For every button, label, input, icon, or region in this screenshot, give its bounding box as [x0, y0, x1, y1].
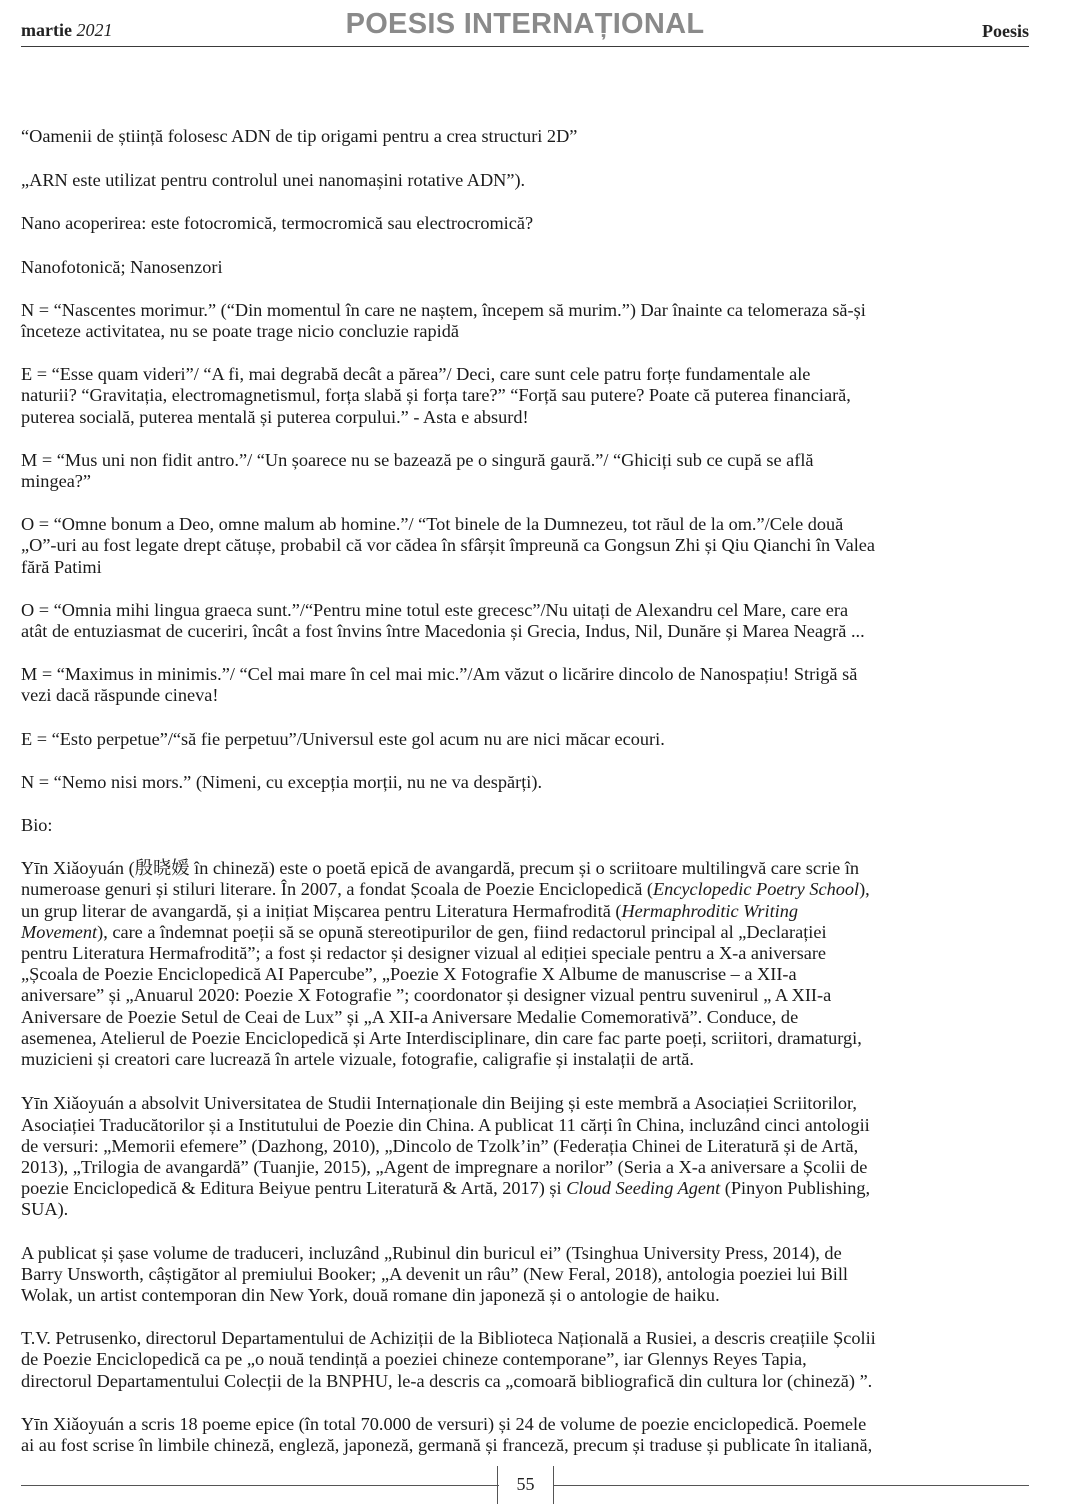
paragraph: „ARN este utilizat pentru controlul unei nanomașini rotative ADN”). [21, 170, 526, 191]
paragraph: “Oamenii de știință folosesc ADN de tip origami pentru a crea structuri 2D” [21, 126, 578, 146]
paragraph: M = “Mus uni non fidit antro.”/ “Un șoarece nu se bazează pe o singură gaură.”/ “Ghiciți sub ce cupă se află mingea?” [21, 449, 814, 492]
section-label: Poesis [982, 21, 1029, 41]
paragraph: A publicat și șase volume de traduceri, incluzând „Rubinul din buricul ei” (Tsinghua University Press, 2014), de Barry Unsworth, câștigător al premiului Booker; „A devenit un râu” (New Feral, 2018), antologia poeziei lui Bill Wolak, un artist contemporan din New York, două romane din japoneză și o antologie de haiku. [21, 1242, 849, 1305]
paragraph: Yīn Xiǎoyuán a absolvit Universitatea de Studii Internaționale din Beijing și este membră a Asociației Scriitorilor, Asociației Traducătorilor și a Institutului de Poezie din China. A publicat 11 cărți în China, incluzând cinci antologii de versuri: „Memorii efemere” (Dazhong, 2010), „Dincolo de Tzolk’in” (Federația Chinei de Literatură și de Artă, 2013), „Trilogia de avangardă” (Tuanjie, 2015), „Agent de impregnare a norilor” (Seria a X-a aniversare a Școlii de poezie Enciclopedică & Editura Beiyue pentru Literatură & Artă, 2017) și Cloud Seeding Agent (Pinyon Publishing, SUA). [21, 1093, 871, 1220]
paragraph: Yīn Xiǎoyuán (殷晓媛 în chineză) este o poetă epică de avangardă, precum și o scriitoare multilingvă care scrie în numeroase genuri și stiluri literare. În 2007, a fondat Școala de Poezie Enciclopedică (Encyclopedic Poetry School), un grup literar de avangardă, și a inițiat Mișcarea pentru Literatura Hermafrodită (Hermaphroditic Writing Movement), care a îndemnat poeții să se opună stereotipurilor de gen, fiind redactorul principal al „Declarației pentru Literatura Hermafrodită”; a fost și redactor și designer vizual al ediției speciale pentru a X-a aniversare „Școala de Poezie Enciclopedică AI Papercube”, „Poezie X Fotografie X Albume de manuscrise – a XII-a aniversare” și „Anuarul 2020: Poezie X Fotografie ”; coordonator și designer vizual pentru suvenirul „ A XII-a Aniversare de Poezie Setul de Ceai de Lux” și „A XII-a Aniversare Medalie Comemorativă”. Conduce, de asemenea, Atelierul de Poezie Enciclopedică și Arte Interdisciplinare, din care fac parte poeți, scriitori, dramaturgi, muzicieni și creatori care lucrează în artele vizuale, fotografie, caligrafie și instalații de artă. [21, 858, 870, 1070]
footer-rule-left [21, 1485, 499, 1486]
paragraph: N = “Nemo nisi mors.” (Nimeni, cu excepția morții, nu ne va despărți). [21, 771, 543, 792]
paragraph: O = “Omnia mihi lingua graeca sunt.”/“Pentru mine totul este grecesc”/Nu uitați de Alexandru cel Mare, care era atât de entuziasmat de cuceriri, încât a fost învins între Macedonia și Grecia, Indus, Nil, Dunăre și Marea Neagră ... [21, 599, 865, 642]
paragraph: M = “Maximus in minimis.”/ “Cel mai mare în cel mai mic.”/Am văzut o licărire dincolo de Nanospațiu! Strigă să vezi dacă răspunde cineva! [21, 664, 858, 706]
magazine-title: POESIS INTERNAȚIONAL [345, 8, 705, 40]
paragraph: T.V. Petrusenko, directorul Departamentului de Achiziții de la Biblioteca Națională a Rusiei, a descris creațiile Școlii de Poezie Enciclopedică ca pe „o nouă tendință a poeziei chineze contemporane”, iar Glennys Reyes Tapia, directorul Departamentului Colecții de la BNPHU, le-a descris ca „comoară bibliografică din cultura lor (chineză) ”. [21, 1328, 876, 1391]
issue-year: 2021 [76, 20, 113, 40]
issue-month: martie [21, 20, 72, 40]
paragraph: N = “Nascentes morimur.” (“Din momentul în care ne naștem, începem să murim.”) Dar înainte ca telomeraza să-și înceteze activitatea, nu se poate trage nicio concluzie rapidă [21, 299, 866, 342]
paragraph: O = “Omne bonum a Deo, omne malum ab homine.”/ “Tot binele de la Dumnezeu, tot răul de la om.”/Cele două „O”-uri au fost legate drept cătușe, probabil că vor cădea în sfârșit împreună ca Gongsun Zhi și Qiu Qianchi în Valea fără Patimi [21, 514, 876, 577]
paragraph: Bio: [21, 815, 53, 836]
paragraph: Nano acoperirea: este fotocromică, termocromică sau electrocromică? [21, 213, 534, 234]
page-number: 55 [516, 1474, 535, 1494]
footer-rule-right [553, 1485, 1029, 1486]
paragraph: E = “Esto perpetue”/“să fie perpetuu”/Universul este gol acum nu are nici măcar ecouri. [21, 728, 665, 749]
page-footer [21, 1466, 1029, 1506]
paragraph: Nanofotonică; Nanosenzori [21, 256, 223, 277]
paragraph: Yīn Xiǎoyuán a scris 18 poeme epice (în total 70.000 de versuri) și 24 de volume de poezie enciclopedică. Poemele ai au fost scrise în limbile chineză, engleză, japoneză, germană și franceză, precum și traduse și publicate în italiană, [21, 1413, 873, 1455]
article-body [21, 104, 1029, 1456]
paragraph: E = “Esse quam videri”/ “A fi, mai degrabă decât a părea”/ Deci, care sunt cele patru forțe fundamentale ale naturii? “Gravitația, electromagnetismul, forța slabă și forța tare?” “Forță sau putere? Poate că puterea financiară, puterea socială, puterea mentală și puterea corpului.” - Asta e absurd! [21, 364, 851, 427]
page-header [21, 0, 1029, 47]
